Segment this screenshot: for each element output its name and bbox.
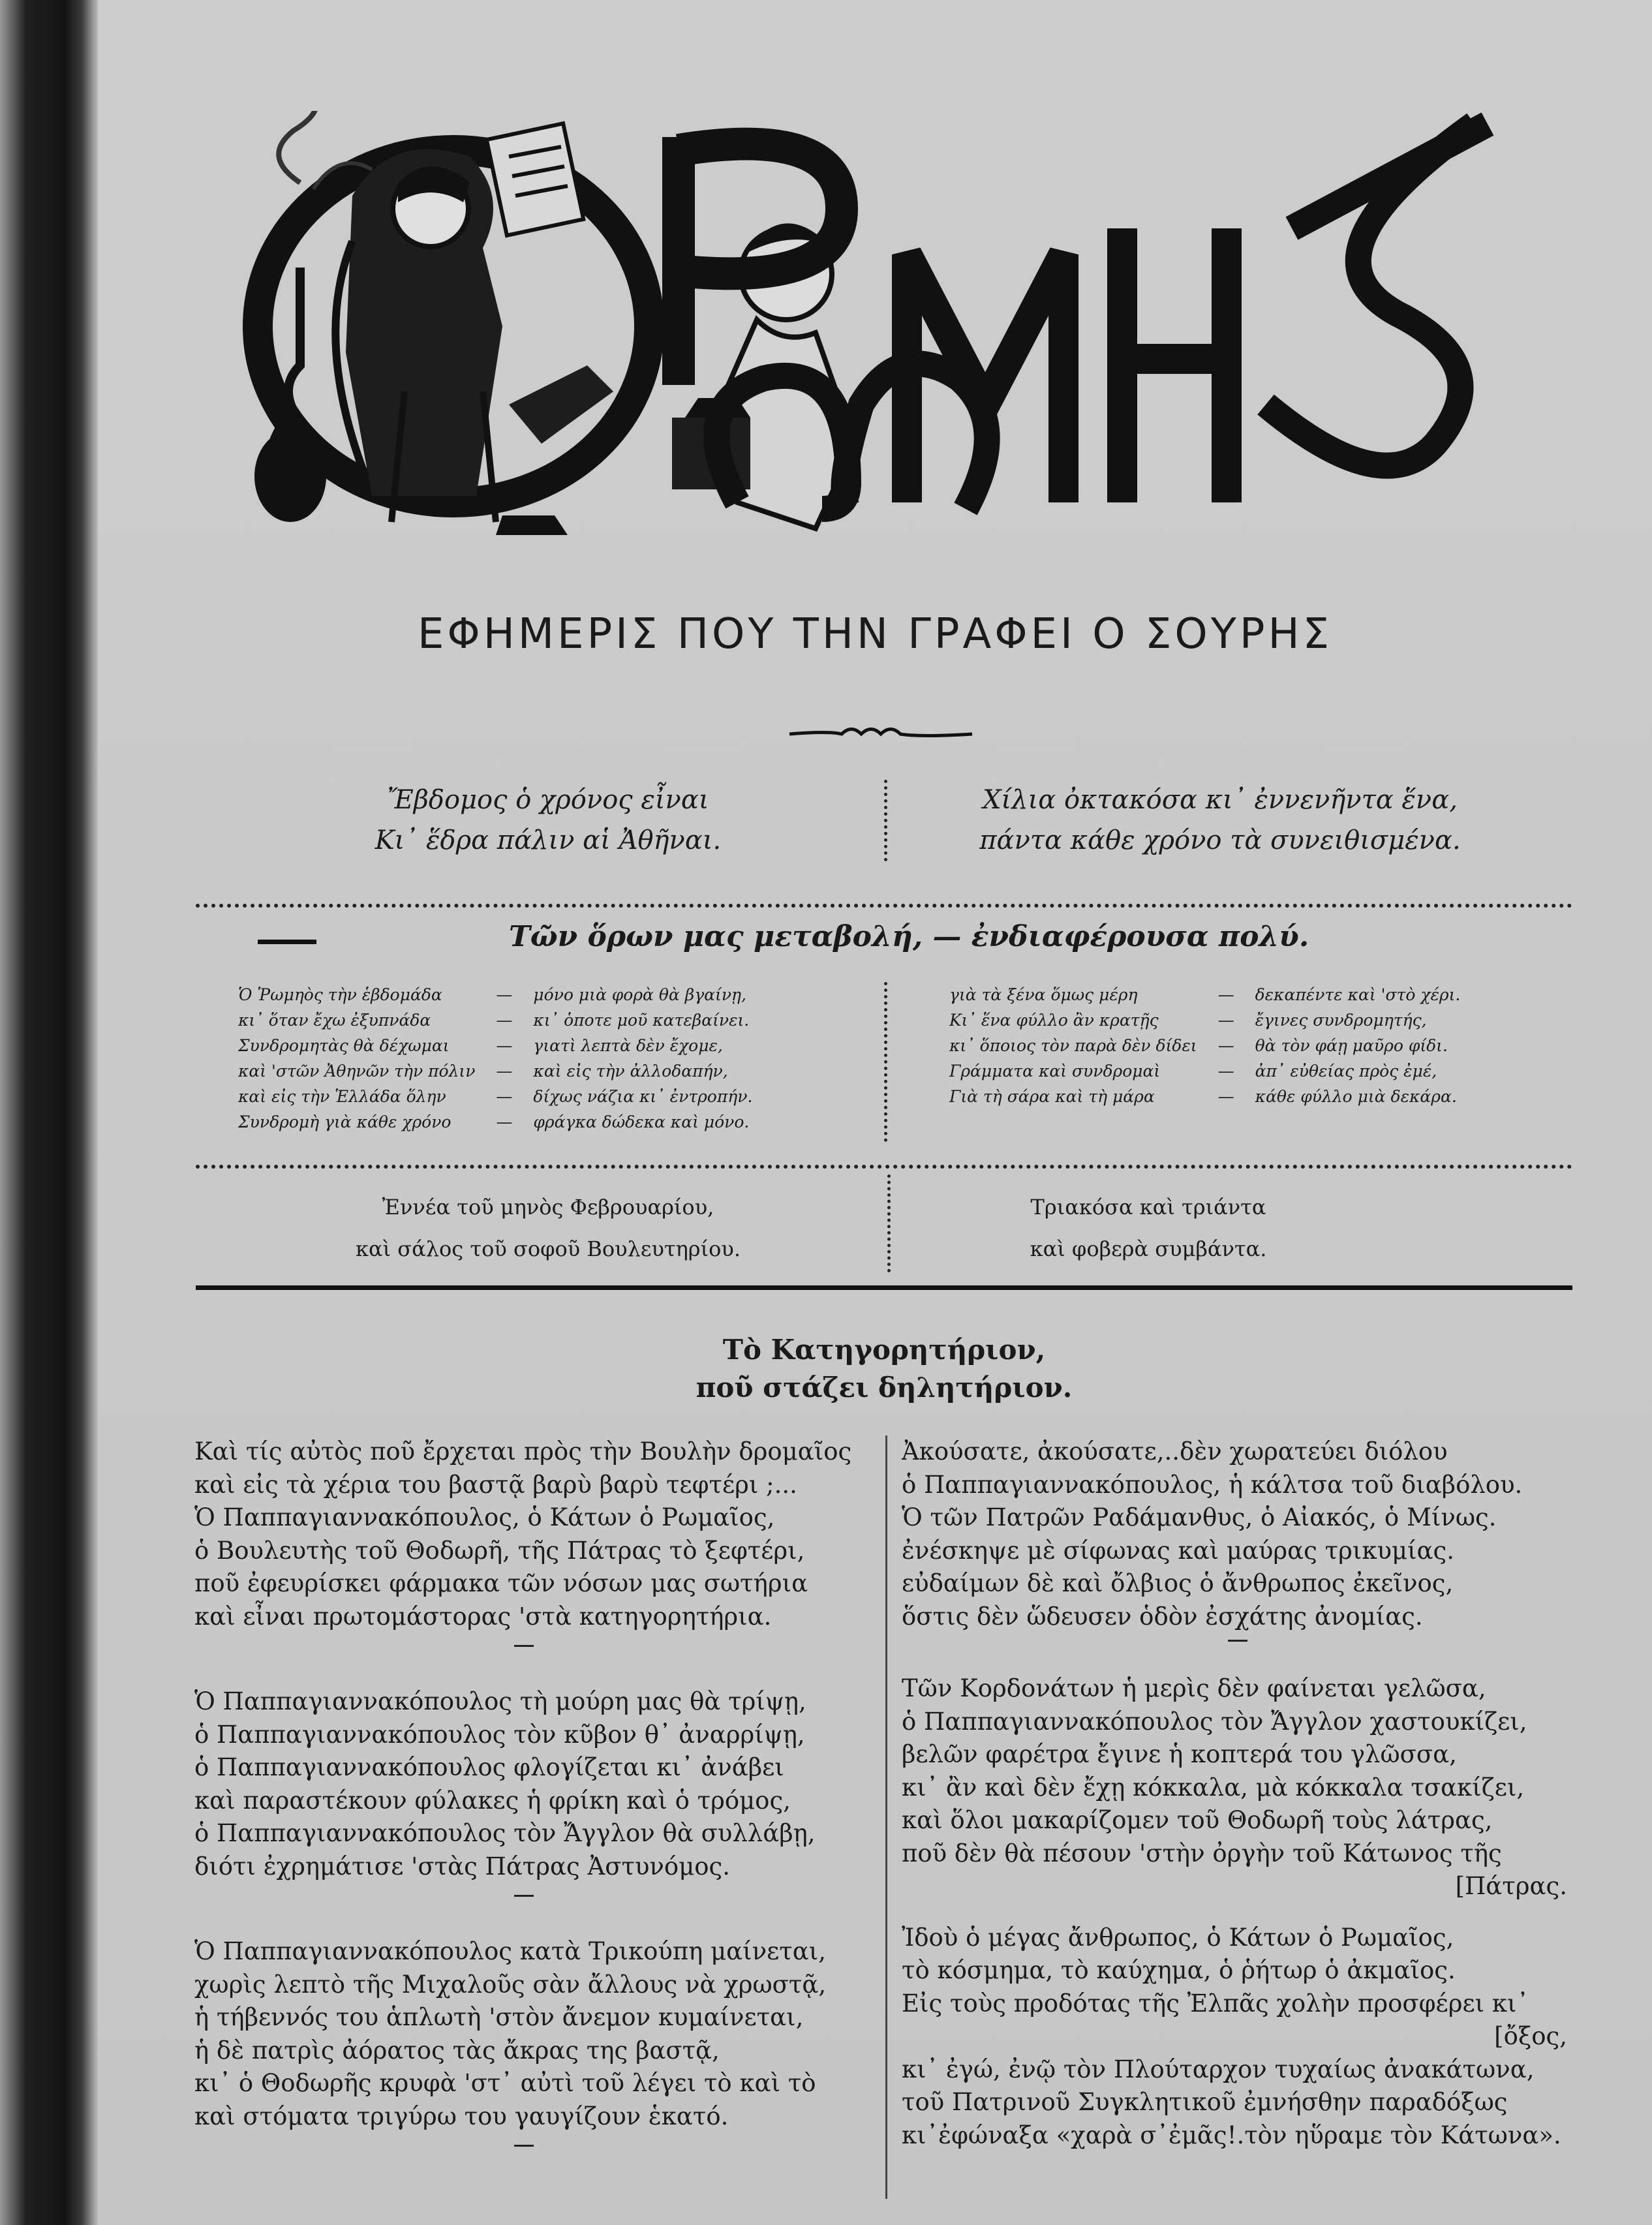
poem-line: βελῶν φαρέτρα ἔγινε ἡ κοπτερά του γλῶσσα, xyxy=(902,1740,1457,1768)
poem-line-overflow: [Πάτρας. xyxy=(1455,1872,1567,1900)
terms-cell: καὶ εἰς τὴν Ἑλλάδα ὅλην xyxy=(238,1087,446,1106)
issue-date-line: καὶ σάλος τοῦ σοφοῦ Βουλευτηρίου. xyxy=(355,1236,741,1261)
poem-line: κι᾿ ἐγώ, ἐνῷ τὸν Πλούταρχον τυχαίως ἀνακάτωνα, xyxy=(902,2055,1535,2083)
terms-dash: — xyxy=(496,1011,513,1030)
poem-line: κι᾿ ὁ Θοδωρῆς κρυφὰ 'στ᾿ αὐτὶ τοῦ λέγει τὸ καὶ τὸ xyxy=(194,2069,816,2097)
terms-cell: Κι᾿ ἕνα φύλλο ἂν κρατῇς xyxy=(949,1011,1159,1030)
poem-line: εὐδαίμων δὲ καὶ ὄλβιος ὁ ἄνθρωπος ἐκεῖνος, xyxy=(902,1569,1454,1597)
terms-dash: — xyxy=(1217,1036,1234,1055)
poem-line: ποῦ δὲν θὰ πέσουν 'στὴν ὀργὴν τοῦ Κάτωνος τῆς xyxy=(902,1839,1502,1867)
terms-dash: — xyxy=(1217,985,1234,1004)
terms-cell: Συνδρομὴ γιὰ κάθε χρόνο xyxy=(238,1112,451,1131)
terms-row xyxy=(949,982,1460,1007)
verse-left-line: Ἔβδομος ὁ χρόνος εἶναι xyxy=(387,785,709,815)
terms-row xyxy=(238,1058,752,1084)
poem-line: Καὶ τίς αὐτὸς ποῦ ἔρχεται πρὸς τὴν Βουλὴν δρομαῖος xyxy=(194,1437,852,1465)
poem-line: Τῶν Κορδονάτων ἡ μερὶς δὲν φαίνεται γελῶσα, xyxy=(902,1674,1486,1702)
masthead-logo xyxy=(235,111,1533,581)
terms-dash: — xyxy=(496,1087,513,1106)
dotted-rule xyxy=(196,904,1572,908)
poem-line: ὁ Παππαγιαννακόπουλος φλογίζεται κι᾿ ἀνάβει xyxy=(194,1753,784,1781)
terms-heading: Τῶν ὅρων μας μεταβολή, — ἐνδιαφέρουσα πολύ. xyxy=(509,920,1309,953)
poem-line: καὶ εἰς τὰ χέρια του βαστᾷ βαρὺ βαρὺ τεφτέρι ;... xyxy=(194,1470,797,1499)
terms-dash: — xyxy=(496,1036,513,1055)
poem-line: καὶ στόματα τριγύρω του γαυγίζουν ἑκατό. xyxy=(194,2102,729,2130)
terms-right xyxy=(949,982,1460,1109)
verse-separator xyxy=(884,780,887,861)
terms-cell: ἀπ᾿ εὐθείας πρὸς ἐμέ, xyxy=(1255,1062,1437,1081)
masthead-subtitle: ΕΦΗΜΕΡΙΣ ΠΟΥ ΤΗΝ ΓΡΑΦΕΙ Ο ΣΟΥΡΗΣ xyxy=(417,610,1333,658)
issue-number xyxy=(940,1186,1357,1270)
article-title xyxy=(196,1331,1572,1407)
terms-dash: — xyxy=(496,1112,513,1131)
poem-line: κι᾿ ἂν καὶ δὲν ἔχῃ κόκκαλα, μὰ κόκκαλα τσακίζει, xyxy=(902,1773,1525,1802)
issue-date-line: Ἐννέα τοῦ μηνὸς Φεβρουαρίου, xyxy=(382,1195,714,1220)
poem-line: ὁ Παππαγιαννακόπουλος, ἡ κάλτσα τοῦ διαβόλου. xyxy=(902,1470,1523,1499)
terms-dash: — xyxy=(496,1062,513,1081)
article-title-line: Τὸ Κατηγορητήριον, xyxy=(722,1334,1046,1366)
poem-line: καὶ παραστέκουν φύλακες ἡ φρίκη καὶ ὁ τρόμος, xyxy=(194,1786,791,1815)
terms-row xyxy=(238,1033,752,1058)
terms-cell: Ὁ Ῥωμηὸς τὴν ἑβδομάδα xyxy=(238,985,442,1004)
stanza-divider xyxy=(194,2133,851,2185)
poem-line: τὸ κόσμημα, τὸ καύχημα, ὁ ῥήτωρ ὁ ἀκμαῖος. xyxy=(902,1956,1456,1984)
terms-row xyxy=(949,1033,1460,1058)
article-right-column xyxy=(902,1435,1574,2152)
poem-line: καὶ εἶναι πρωτομάστορας 'στὰ κατηγορητήρια. xyxy=(194,1602,772,1631)
terms-cell: κι᾿ ὁποτε μοῦ κατεβαίνει. xyxy=(533,1011,750,1030)
poem-line: Ὁ τῶν Πατρῶν Ραδάμανθυς, ὁ Αἰακός, ὁ Μίνως. xyxy=(902,1503,1497,1531)
column-rule xyxy=(885,1435,887,2199)
terms-cell: Γιὰ τὴ σάρα καὶ τὴ μάρα xyxy=(949,1087,1155,1106)
poem-line: ἡ τήβεννός του ἁπλωτὴ 'στὸν ἄνεμον κυμαίνεται, xyxy=(194,2003,804,2031)
stanza-divider xyxy=(194,1633,851,1685)
masthead-illustration xyxy=(235,111,1533,581)
poem-line: ὁ Παππαγιαννακόπουλος τὸν Ἄγγλον χαστουκίζει, xyxy=(902,1707,1527,1736)
terms-cell: δίχως νάζια κι᾿ ἐντροπήν. xyxy=(533,1087,753,1106)
article-title-line: ποῦ στάζει δηλητήριον. xyxy=(696,1372,1073,1404)
issue-number-line: Τριακόσα καὶ τριάντα xyxy=(1030,1195,1266,1220)
issue-number-line: καὶ φοβερὰ συμβάντα. xyxy=(1030,1236,1267,1261)
poem-line: ὁ Παππαγιαννακόπουλος τὸν κῦβον θ᾿ ἀναρρίψῃ, xyxy=(194,1720,805,1749)
poem-line: Εἰς τοὺς προδότας τῆς Ἐλπᾶς χολὴν προσφέρει κι᾿ xyxy=(902,1989,1529,2018)
poem-line: Ἀκούσατε, ἀκούσατε,..δὲν χωρατεύει διόλου xyxy=(902,1437,1448,1465)
meta-separator xyxy=(887,1174,891,1272)
stanza-divider xyxy=(194,1883,851,1935)
terms-cell: φράγκα δώδεκα καὶ μόνο. xyxy=(533,1112,750,1131)
poem-line: ἡ δὲ πατρὶς ἀόρατος τὰς ἄκρας της βαστᾷ, xyxy=(194,2036,720,2064)
terms-row xyxy=(949,1058,1460,1084)
poem-line: Ὁ Παππαγιαννακόπουλος τὴ μούρη μας θὰ τρίψῃ, xyxy=(194,1687,806,1715)
poem-line: καὶ ὅλοι μακαρίζομεν τοῦ Θοδωρῆ τοὺς λάτρας, xyxy=(902,1806,1493,1834)
terms-cell: γιατὶ λεπτὰ δὲν ἔχομε, xyxy=(533,1036,723,1055)
verse-right-line: Χίλια ὀκτακόσα κι᾿ ἐννενῆντα ἕνα, xyxy=(983,785,1458,815)
poem-line-overflow: [ὄξος, xyxy=(1494,2022,1567,2050)
terms-dash: — xyxy=(1217,1087,1234,1106)
terms-dash: — xyxy=(1217,1062,1234,1081)
poem-line: ποῦ ἐφευρίσκει φάρμακα τῶν νόσων μας σωτήρια xyxy=(194,1569,808,1597)
verse-left-line: Κι᾿ ἕδρα πάλιν αἱ Ἀθῆναι. xyxy=(375,825,722,855)
verse-right-line: πάντα κάθε χρόνο τὰ συνειθισμένα. xyxy=(979,825,1461,855)
terms-cell: καὶ εἰς τὴν ἀλλοδαπήν, xyxy=(533,1062,728,1081)
poem-line: ἐνέσκηψε μὲ σίφωνας καὶ μαύρας τρικυμίας. xyxy=(902,1536,1454,1565)
terms-cell: γιὰ τὰ ξένα ὅμως μέρη xyxy=(949,985,1138,1004)
verse-left xyxy=(313,780,783,861)
terms-left xyxy=(238,982,752,1135)
terms-cell: θὰ τὸν φάῃ μαῦρο φίδι. xyxy=(1255,1036,1448,1055)
section-rule xyxy=(196,1285,1572,1290)
terms-cell: καὶ 'στῶν Ἀθηνῶν τὴν πόλιν xyxy=(238,1062,476,1081)
poem-line: Ὁ Παππαγιαννακόπουλος κατὰ Τρικούπη μαίνεται, xyxy=(194,1937,827,1965)
terms-cell: Συνδρομητὰς θὰ δέχωμαι xyxy=(238,1036,450,1055)
terms-row xyxy=(238,982,752,1007)
terms-cell: ἔγινες συνδρομητής, xyxy=(1255,1011,1427,1030)
poem-line: Ὁ Παππαγιαννακόπουλος, ὁ Κάτων ὁ Ρωμαῖος, xyxy=(194,1503,775,1531)
terms-dash: — xyxy=(496,985,513,1004)
poem-line: χωρὶς λεπτὸ τῆς Μιχαλοῦς σὰν ἄλλους νὰ χρωστᾷ, xyxy=(194,1970,827,1999)
terms-row xyxy=(238,1007,752,1033)
article-left-column xyxy=(194,1435,851,2185)
terms-dash-accent xyxy=(258,940,316,944)
poem-line: κι᾿ἐφώναξα «χαρὰ σ᾿ἐμᾶς!.τὸν ηὕραμε τὸν Κάτωνα». xyxy=(902,2121,1561,2149)
dotted-rule xyxy=(196,1165,1572,1169)
poem-line: Ἰδοὺ ὁ μέγας ἄνθρωπος, ὁ Κάτων ὁ Ρωμαῖος, xyxy=(902,1923,1454,1952)
issue-date xyxy=(313,1186,783,1270)
terms-dash: — xyxy=(1217,1011,1234,1030)
poem-line: ὁ Παππαγιαννακόπουλος τὸν Ἄγγλον θὰ συλλάβῃ, xyxy=(194,1819,816,1847)
terms-row xyxy=(949,1007,1460,1033)
poem-line: τοῦ Πατρινοῦ Συγκλητικοῦ ἐμνήσθην παραδόξως xyxy=(902,2088,1508,2116)
stanza-divider xyxy=(902,1903,1574,1922)
terms-cell: κι᾿ ὅποιος τὸν παρὰ δὲν δίδει xyxy=(949,1036,1197,1055)
book-binding-shadow xyxy=(0,0,98,2225)
terms-row xyxy=(238,1109,752,1135)
poem-line: ὁ Βουλευτὴς τοῦ Θοδωρῆ, τῆς Πάτρας τὸ ξεφτέρι, xyxy=(194,1536,805,1565)
terms-row xyxy=(949,1084,1460,1109)
terms-cell: κι᾿ ὅταν ἔχω ἐξυπνάδα xyxy=(238,1011,431,1030)
stanza-divider xyxy=(902,1633,1574,1672)
terms-row xyxy=(238,1084,752,1109)
terms-separator xyxy=(884,982,887,1142)
poem-line: διότι ἐχρημάτισε 'στὰς Πάτρας Ἀστυνόμος. xyxy=(194,1852,731,1880)
poem-line: ὅστις δὲν ὥδευσεν ὁδὸν ἐσχάτης ἀνομίας. xyxy=(902,1602,1423,1631)
terms-cell: μόνο μιὰ φορὰ θὰ βγαίνῃ, xyxy=(533,985,746,1004)
verse-right xyxy=(933,780,1507,861)
ornament-squiggle xyxy=(783,718,979,750)
terms-cell: δεκαπέντε καὶ 'στὸ χέρι. xyxy=(1255,985,1461,1004)
terms-cell: Γράμματα καὶ συνδρομαὶ xyxy=(949,1062,1161,1081)
terms-cell: κάθε φύλλο μιὰ δεκάρα. xyxy=(1255,1087,1457,1106)
